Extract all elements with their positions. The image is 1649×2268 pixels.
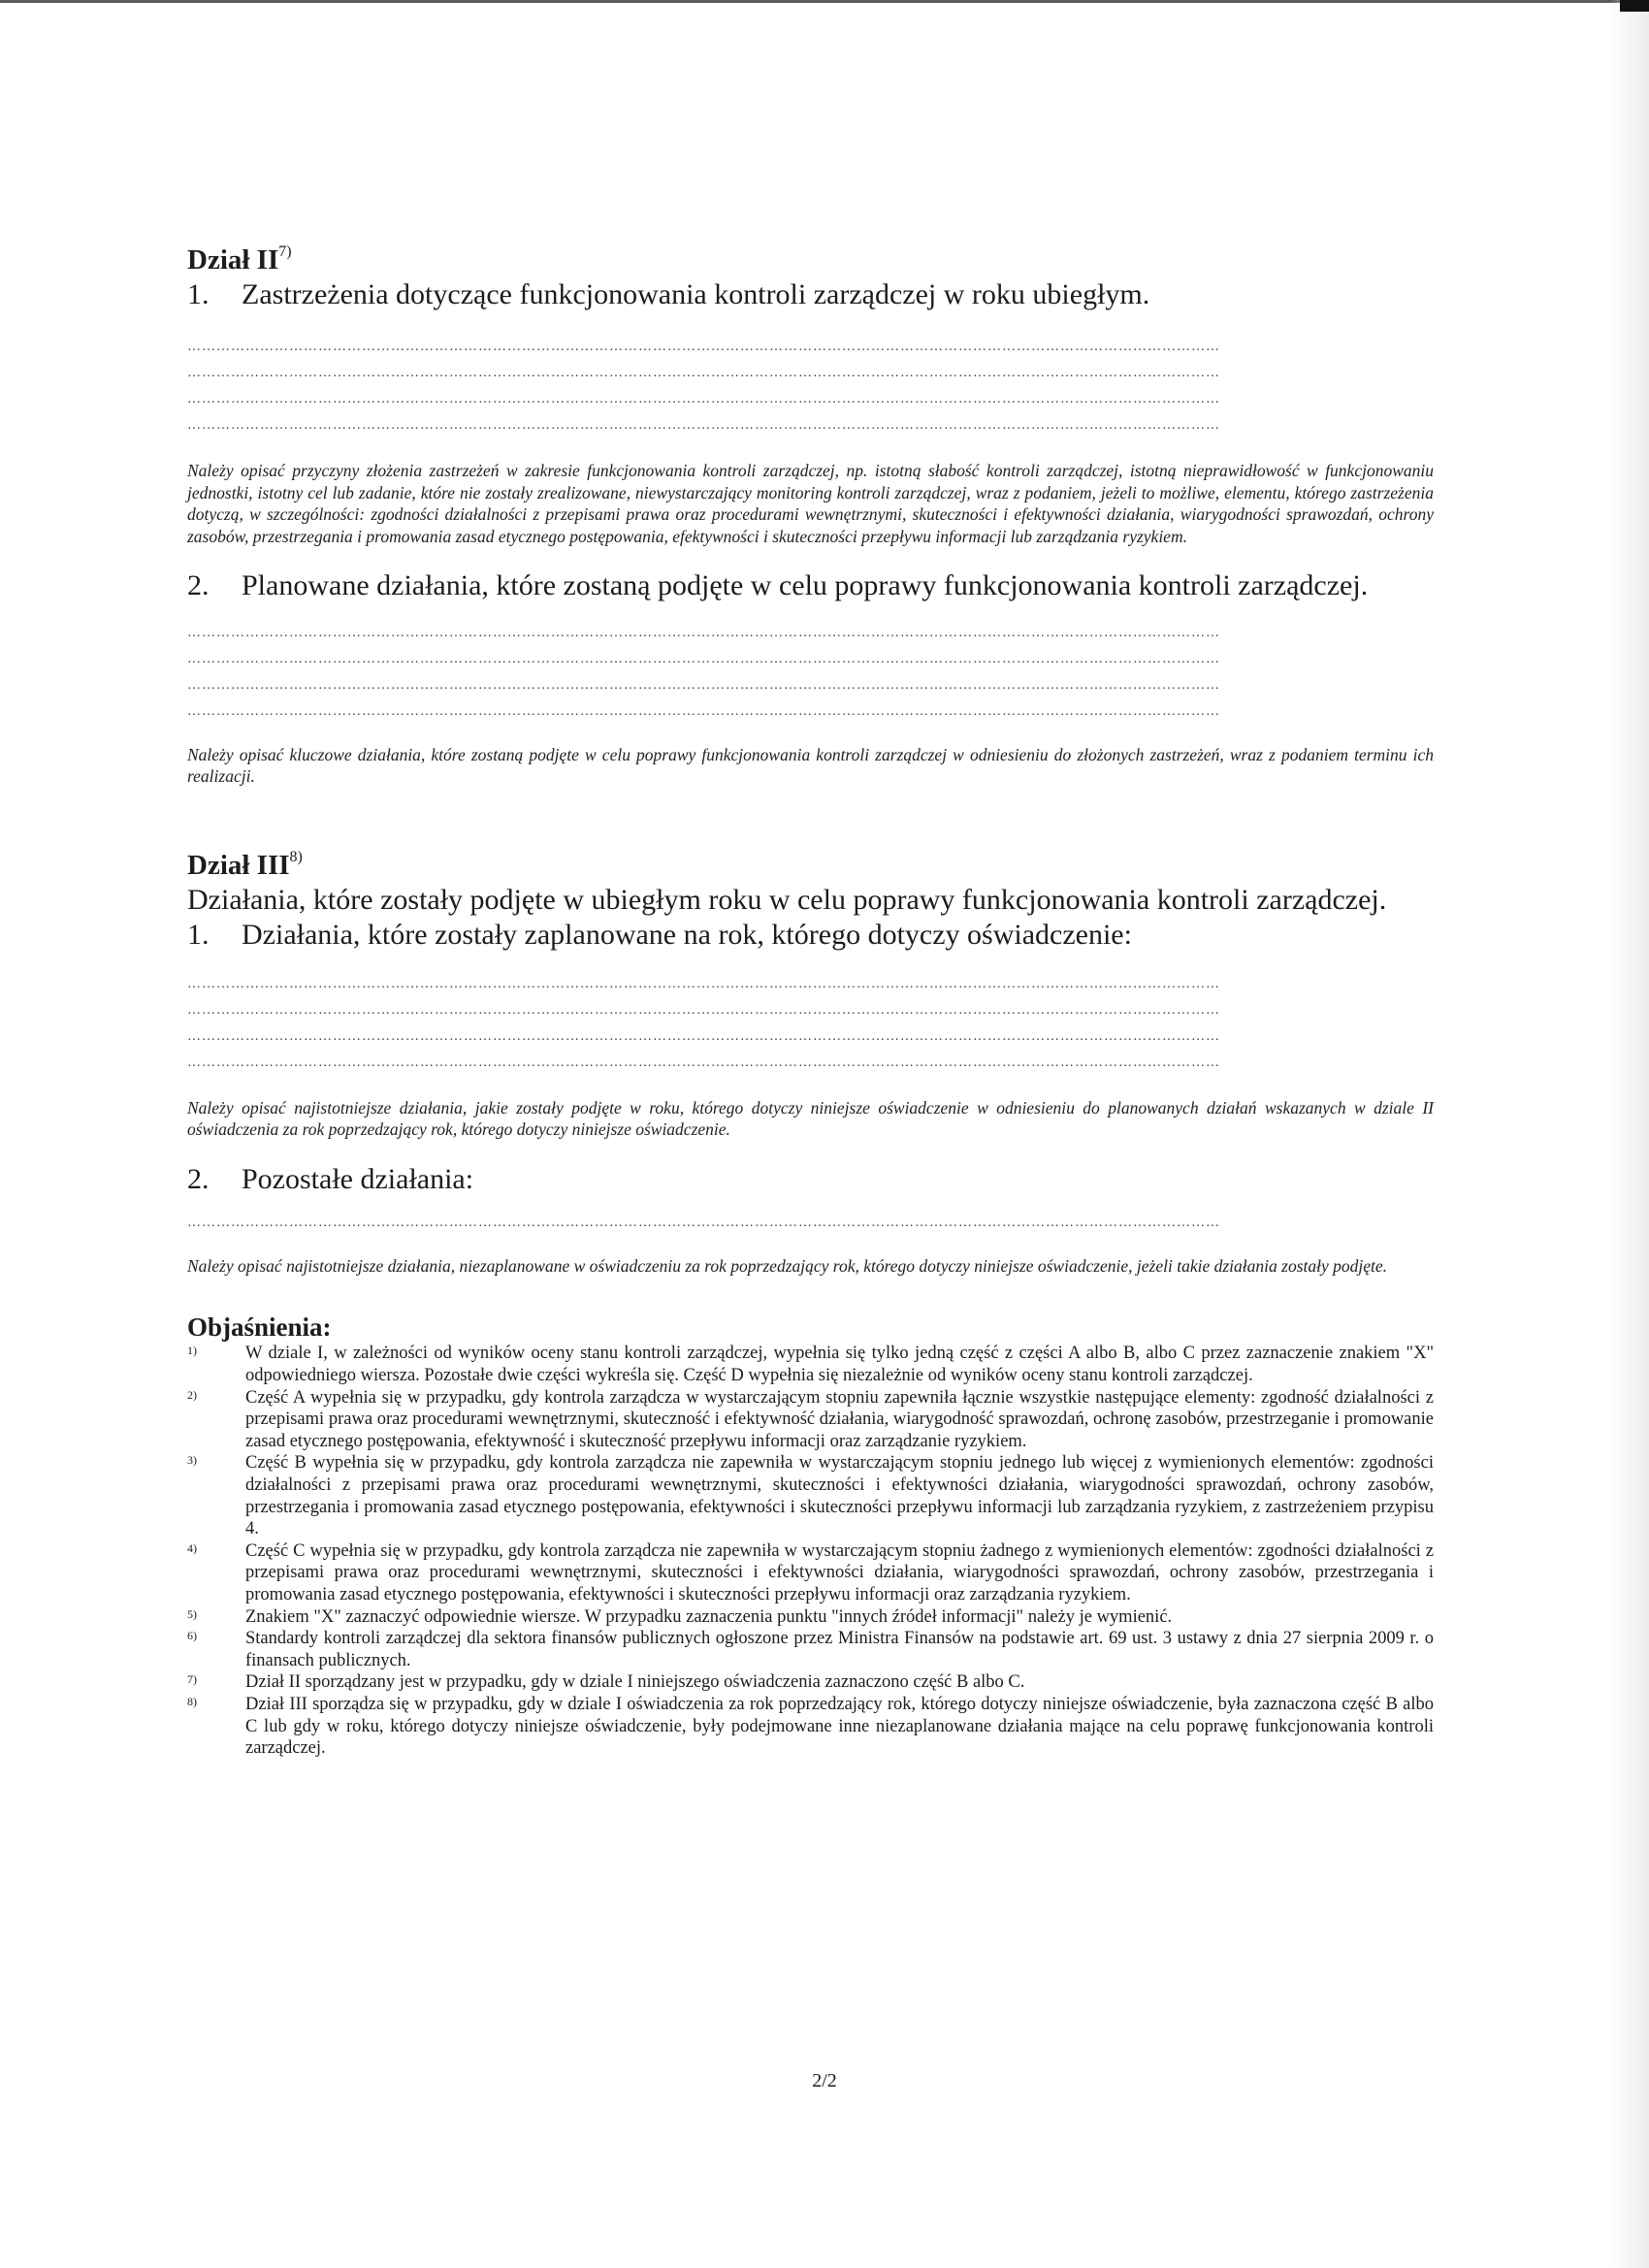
footnote-item [187, 1694, 1434, 1760]
fill-line[interactable]: …………………………………………………………………………………………………………………………………………………………………………………………… [187, 392, 1220, 407]
section-iii-item1-heading [187, 918, 1434, 954]
fill-line[interactable]: …………………………………………………………………………………………………………………………………………………………………………………………… [187, 703, 1220, 719]
footnote-text: Dział III sporządza się w przypadku, gdy w dziale I oświadczenia za rok poprzedzający rok, którego dotyczy niniejsze oświadczenie, była zaznaczona część B albo C lub gdy w roku, którego dotyczy niniejsze oświadczenie, były podejmowane inne niezaplanowane działania mające na celu poprawę funkcjonowania kontroli zarządczej. [245, 1694, 1434, 1759]
section-ii-footnote-ref: 7) [278, 243, 292, 260]
item-number: 2. [187, 1162, 210, 1195]
document-page [187, 243, 1434, 1760]
fill-line[interactable]: …………………………………………………………………………………………………………………………………………………………………………………………… [187, 1054, 1220, 1070]
fill-line[interactable]: …………………………………………………………………………………………………………………………………………………………………………………………… [187, 366, 1220, 381]
scan-border-top [0, 0, 1649, 3]
footnote-text: W dziale I, w zależności od wyników oceny stanu kontroli zarządczej, wypełnia się tylko jedną część z części A albo B, albo C przez zaznaczenie znakiem "X" odpowiedniego wiersza. Pozostałe dwie części wykreśla się. Część D wypełnia się niezależnie od wyników oceny stanu kontroli zarządczej. [245, 1344, 1434, 1386]
footnote-item [187, 1387, 1434, 1453]
explanations-title: Objaśnienia: [187, 1312, 332, 1343]
footnote-text: Dział II sporządzany jest w przypadku, gdy w dziale I niniejszego oświadczenia zaznaczono część B albo C. [245, 1672, 1025, 1693]
fill-line[interactable]: …………………………………………………………………………………………………………………………………………………………………………………………… [187, 1028, 1220, 1044]
page-number: 2/2 [812, 2070, 837, 2091]
footnote-mark: 8) [187, 1694, 197, 1708]
footnote-item [187, 1452, 1434, 1539]
heading-text: Planowane działania, które zostaną podjęte w celu poprawy funkcjonowania kontroli zarządczej. [242, 569, 1369, 602]
fill-line[interactable]: …………………………………………………………………………………………………………………………………………………………………………………………… [187, 976, 1220, 991]
footnote-mark: 7) [187, 1672, 197, 1687]
fill-line[interactable]: …………………………………………………………………………………………………………………………………………………………………………………………… [187, 418, 1220, 434]
section-iii-subtitle: Działania, które zostały podjęte w ubiegłym roku w celu poprawy funkcjonowania kontroli zarządczej. [187, 883, 1387, 916]
item-number: 1. [187, 277, 210, 310]
item-number: 1. [187, 919, 210, 952]
section-iii-item2-heading [187, 1162, 1434, 1198]
fill-line[interactable]: …………………………………………………………………………………………………………………………………………………………………………………………… [187, 1215, 1220, 1230]
footnote-text: Standardy kontroli zarządczej dla sektora finansów publicznych ogłoszone przez Ministra Finansów na podstawie art. 69 ust. 3 ustawy z dnia 27 sierpnia 2009 r. o finansach publicznych. [245, 1629, 1434, 1670]
scan-corner-mark [1620, 0, 1649, 12]
footnote-item [187, 1606, 1434, 1629]
footnote-text: Znakiem "X" zaznaczyć odpowiednie wiersze. W przypadku zaznaczenia punktu "innych źródeł informacji" należy je wymienić. [245, 1606, 1173, 1627]
section-ii-title-text: Dział II [187, 244, 279, 275]
section-iii-title [187, 848, 1434, 883]
fill-line[interactable]: …………………………………………………………………………………………………………………………………………………………………………………………… [187, 651, 1220, 666]
footnote-text: Część B wypełnia się w przypadku, gdy kontrola zarządcza nie zapewniła w wystarczającym stopniu jednego lub więcej z wymienionych elementów: zgodności działalności z przepisami prawa oraz procedurami wewnętrznymi, skuteczności i efektywności działania, wiarygodności sprawozdań, ochrony zasobów, przestrzegania i promowania zasad etycznego postępowania, efektywności i skuteczności przepływu informacji lub zarządzania ryzykiem, z zastrzeżeniem przypisu 4. [245, 1453, 1434, 1539]
heading-text: Pozostałe działania: [242, 1162, 474, 1195]
footnote-text: Część A wypełnia się w przypadku, gdy kontrola zarządcza w wystarczającym stopniu zapewniła łącznie wszystkie następujące elementy: zgodność działalności z przepisami prawa oraz procedurami wewnętrznymi, skuteczność i efektywność działania, wiarygodność sprawozdań, ochronę zasobów, przestrzeganie i promowanie zasad etycznego postępowania, efektywność i skuteczność przepływu informacji oraz zarządzanie ryzykiem. [245, 1387, 1434, 1451]
footnote-mark: 1) [187, 1344, 197, 1358]
scan-border-right [1610, 0, 1649, 2268]
section-iii-item2-note: Należy opisać najistotniejsze działania, niezaplanowane w oświadczeniu za rok poprzedzający rok, którego dotyczy niniejsze oświadczenie, jeżeli takie działania zostały podjęte. [187, 1255, 1388, 1276]
fill-line[interactable]: …………………………………………………………………………………………………………………………………………………………………………………………… [187, 625, 1220, 640]
section-ii-item1-heading [187, 277, 1434, 313]
footnote-item [187, 1671, 1434, 1694]
section-iii-title-text: Dział III [187, 849, 290, 881]
explanations-list [187, 1343, 1434, 1759]
footnote-mark: 4) [187, 1540, 197, 1555]
footnote-mark: 6) [187, 1629, 197, 1643]
footnote-mark: 5) [187, 1606, 197, 1621]
section-ii-item2-note: Należy opisać kluczowe działania, które zostaną podjęte w celu poprawy funkcjonowania kontroli zarządczej w odniesieniu do złożonych zastrzeżeń, wraz z podaniem terminu ich realizacji. [187, 744, 1434, 787]
footnote-mark: 2) [187, 1387, 197, 1402]
footnote-item [187, 1540, 1434, 1606]
item-number: 2. [187, 569, 210, 602]
heading-text: Działania, które zostały zaplanowane na rok, którego dotyczy oświadczenie: [242, 919, 1132, 952]
section-iii-footnote-ref: 8) [289, 848, 303, 865]
section-ii-item1-note: Należy opisać przyczyny złożenia zastrzeżeń w zakresie funkcjonowania kontroli zarządczej, np. istotną słabość kontroli zarządczej, istotną nieprawidłowość w funkcjonowaniu jednostki, istotny cel lub zadanie, które nie zostały zrealizowane, niewystarczający monitoring kontroli zarządczej, wraz z podaniem, jeżeli to możliwe, elementu, którego zastrzeżenia dotyczą, w szczególności: zgodności działalności z przepisami prawa oraz procedurami wewnętrznymi, skuteczności i efektywności działania, wiarygodności sprawozdań, ochrony zasobów, przestrzegania i promowania zasad etycznego postępowania, efektywności i skuteczności przepływu informacji lub zarządzania ryzykiem. [187, 461, 1434, 546]
footnote-item [187, 1343, 1434, 1386]
heading-text: Zastrzeżenia dotyczące funkcjonowania kontroli zarządczej w roku ubiegłym. [242, 277, 1150, 310]
footnote-text: Część C wypełnia się w przypadku, gdy kontrola zarządcza nie zapewniła w wystarczającym stopniu żadnego z wymienionych elementów: zgodności działalności z przepisami prawa oraz procedurami wewnętrznymi, skuteczności i efektywności działania, wiarygodności sprawozdań, ochrony zasobów, przestrzegania i promowania zasad etycznego postępowania, efektywności i skuteczności przepływu informacji oraz zarządzania ryzykiem. [245, 1540, 1434, 1604]
section-ii-title [187, 243, 1434, 277]
section-ii-item2-heading [187, 568, 1434, 604]
fill-line[interactable]: …………………………………………………………………………………………………………………………………………………………………………………………… [187, 677, 1220, 693]
fill-line[interactable]: …………………………………………………………………………………………………………………………………………………………………………………………… [187, 1002, 1220, 1018]
footnote-item [187, 1628, 1434, 1671]
footnote-mark: 3) [187, 1453, 197, 1468]
fill-line[interactable]: …………………………………………………………………………………………………………………………………………………………………………………………… [187, 340, 1220, 355]
section-iii-item1-note: Należy opisać najistotniejsze działania, jakie zostały podjęte w roku, którego dotyczy niniejsze oświadczenie w odniesieniu do planowanych działań wskazanych w dziale II oświadczenia za rok poprzedzający rok, którego dotyczy niniejsze oświadczenie. [187, 1097, 1434, 1140]
